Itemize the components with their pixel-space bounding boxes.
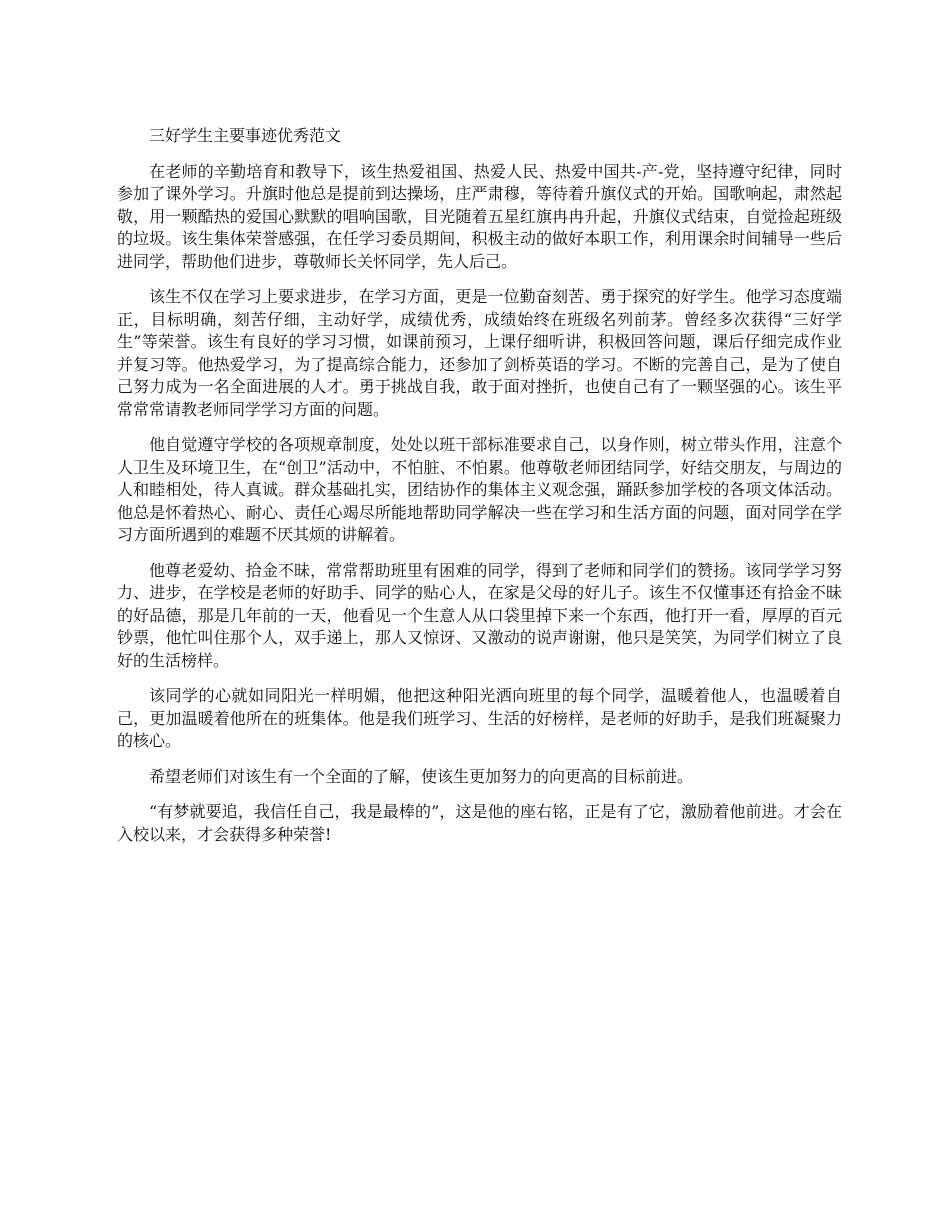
paragraph-2: 该生不仅在学习上要求进步，在学习方面，更是一位勤奋刻苦、勇于探究的好学生。他学习态度端正，目标明确，刻苦仔细，主动好学，成绩优秀，成绩始终在班级名列前茅。曾经多次获得“三好学生”等荣誉。该生有良好的学习习惯，如课前预习，上课仔细听讲，积极回答问题，课后仔细完成作业并复习等。他热爱学习，为了提高综合能力，还参加了剑桥英语的学习。不断的完善自己，是为了使自己努力成为一名全面进展的人才。勇于挑战自我，敢于面对挫折，也使自己有了一颗坚强的心。该生平常常常请教老师同学学习方面的问题。 <box>117 287 842 419</box>
document-body <box>117 125 842 859</box>
paragraph-5: 该同学的心就如同阳光一样明媚，他把这种阳光洒向班里的每个同学，温暖着他人，也温暖着自己，更加温暖着他所在的班集体。他是我们班学习、生活的好榜样，是老师的好助手，是我们班凝聚力的核心。 <box>117 686 842 750</box>
paragraph-3: 他自觉遵守学校的各项规章制度，处处以班干部标准要求自己，以身作则，树立带头作用，注意个人卫生及环境卫生，在“创卫”活动中，不怕脏、不怕累。他尊敬老师团结同学，好结交朋友，与周边的人和睦相处，待人真诚。群众基础扎实，团结协作的集体主义观念强，踊跃参加学校的各项文体活动。他总是怀着热心、耐心、责任心竭尽所能地帮助同学解决一些在学习和生活方面的问题，面对同学在学习方面所遇到的难题不厌其烦的讲解着。 <box>117 435 842 544</box>
paragraph-6: 希望老师们对该生有一个全面的了解，使该生更加努力的向更高的目标前进。 <box>149 766 694 786</box>
paragraph-4: 他尊老爱幼、拾金不昧，常常帮助班里有困难的同学，得到了老师和同学们的赞扬。该同学学习努力、进步，在学校是老师的好助手、同学的贴心人，在家是父母的好儿子。该生不仅懂事还有拾金不昧的好品德，那是几年前的一天，他看见一个生意人从口袋里掉下来一个东西，他打开一看，厚厚的百元钞票，他忙叫住那个人，双手递上，那人又惊讶、又激动的说声谢谢，他只是笑笑，为同学们树立了良好的生活榜样。 <box>117 560 842 670</box>
paragraph-1: 在老师的辛勤培育和教导下，该生热爱祖国、热爱人民、热爱中国共-产-党，坚持遵守纪律，同时参加了课外学习。升旗时他总是提前到达操场，庄严肃穆，等待着升旗仪式的开始。国歌响起，肃然起敬，用一颗酷热的爱国心默默的唱响国歌，目光随着五星红旗冉冉升起，升旗仪式结束，自觉捡起班级的垃圾。该生集体荣誉感强，在任学习委员期间，积极主动的做好本职工作，利用课余时间辅导一些后进同学，帮助他们进步，尊敬师长关怀同学，先人后己。 <box>117 161 842 271</box>
paragraph-7: “有梦就要追，我信任自己，我是最棒的”，这是他的座右铭，正是有了它，激励着他前进。才会在入校以来，才会获得多种荣誉! <box>117 802 842 844</box>
document-title: 三好学生主要事迹优秀范文 <box>149 126 342 145</box>
